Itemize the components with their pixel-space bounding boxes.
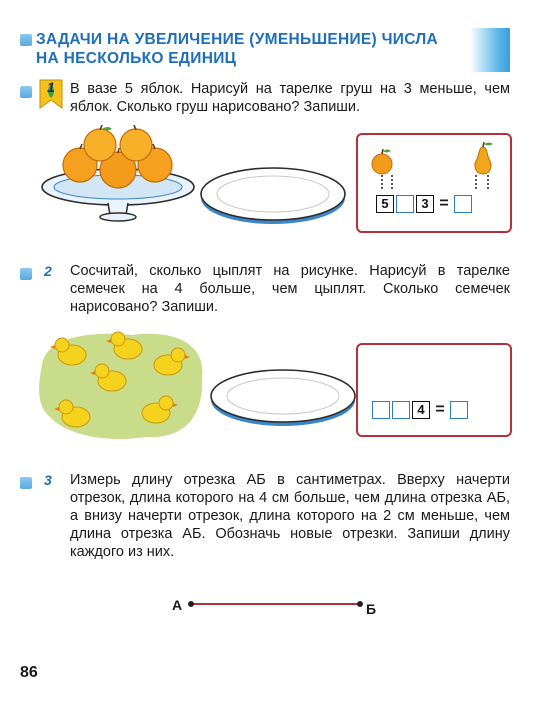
task3-text: Измерь длину отрезка АБ в сантиметрах. Вверху начерти отрезок, длина которого на 4 см больше, чем длина отрезка АБ, а внизу начерти отрезок, длина которого на 2 см меньше, чем длина отрезка АБ. Обозначь новые отрезки. Запиши длину каждого из них. (70, 472, 510, 560)
task1-text: В вазе 5 яблок. Нарисуй на тарелке груш на 3 меньше, чем яблок. Сколько груш нарисовано? Запиши. (70, 81, 510, 115)
chicks-illustration (36, 325, 206, 443)
task1-number: 1 (47, 79, 55, 95)
task2-text: Сосчитай, сколько цыплят на рисунке. Нарисуй в тарелке семечек на 4 больше, чем цыплят. Сколько семечек нарисовано? Запиши. (70, 263, 510, 315)
dotted-arrows (376, 175, 496, 197)
page-number: 86 (20, 664, 38, 681)
apple-icon (370, 147, 394, 177)
eq1-cell-3[interactable]: 3 (416, 195, 434, 213)
eq2-cell-2[interactable] (392, 401, 410, 419)
equation-box-1 (356, 133, 512, 233)
empty-plate-2 (208, 362, 358, 432)
apple-bowl-illustration (38, 125, 198, 225)
eq2-equals: = (435, 401, 445, 418)
task3-number: 3 (44, 472, 52, 488)
segment-label-b: Б (366, 601, 377, 617)
task1-marker-icon (20, 86, 32, 98)
equation-row-2 (372, 401, 470, 419)
eq1-cell-answer[interactable] (454, 195, 472, 213)
eq1-equals: = (439, 195, 449, 212)
eq2-cell-1[interactable] (372, 401, 390, 419)
section-title-line1: ЗАДАЧИ НА УВЕЛИЧЕНИЕ (УМЕНЬШЕНИЕ) ЧИСЛА (36, 31, 439, 48)
apple-icon (63, 125, 172, 188)
empty-plate-1 (198, 160, 348, 230)
task2-marker-icon (20, 268, 32, 280)
section-title-line2: НА НЕСКОЛЬКО ЕДИНИЦ (36, 50, 237, 67)
eq1-cell-1[interactable]: 5 (376, 195, 394, 213)
eq1-cell-2[interactable] (396, 195, 414, 213)
equation-row-1 (376, 195, 474, 213)
eq2-cell-answer[interactable] (450, 401, 468, 419)
title-marker-icon (20, 34, 32, 46)
segment-ab (186, 597, 366, 611)
task2-number: 2 (44, 263, 52, 279)
equation-box-2 (356, 343, 512, 437)
segment-label-a: А (172, 597, 183, 613)
bookmark-badge-icon (38, 78, 64, 110)
pear-icon (470, 141, 496, 177)
eq2-cell-3[interactable]: 4 (412, 401, 430, 419)
section-title (36, 30, 536, 68)
task3-marker-icon (20, 477, 32, 489)
